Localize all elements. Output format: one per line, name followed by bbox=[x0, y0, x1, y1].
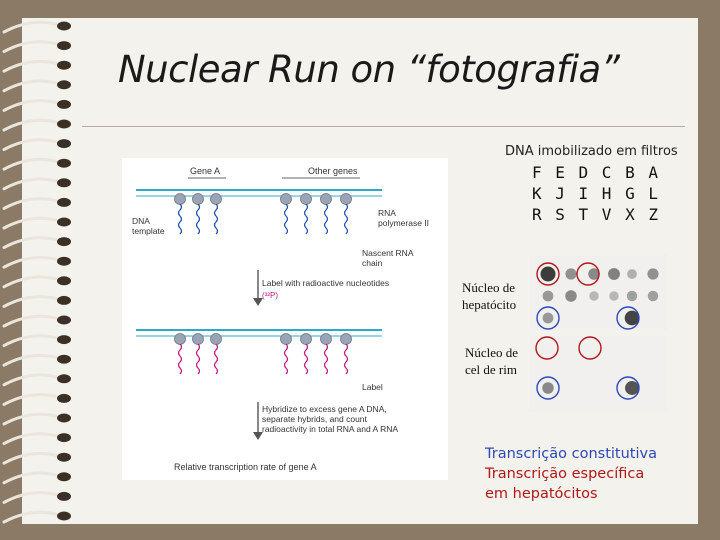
p32-label: (³²P) bbox=[262, 291, 278, 300]
blot-spot bbox=[541, 267, 556, 282]
blot-spot bbox=[543, 291, 554, 302]
blot-spot bbox=[648, 291, 658, 301]
letter-row: K J I H G L bbox=[532, 184, 660, 203]
legend-specific-1: Transcrição específica bbox=[485, 466, 645, 482]
letter-row: F E D C B A bbox=[532, 163, 660, 182]
legend bbox=[485, 444, 657, 504]
relative-rate-label: Relative transcription rate of gene A bbox=[174, 462, 317, 472]
blot-spot bbox=[542, 382, 554, 394]
hybridize-line-1: Hybridize to excess gene A DNA, bbox=[262, 404, 387, 414]
specific-transcript-circle bbox=[579, 337, 601, 359]
row-label-line: cel de rim bbox=[465, 362, 517, 377]
hybridize-line-2: separate hybrids, and count bbox=[262, 414, 367, 424]
nascent-label-1: Nascent RNA bbox=[362, 248, 414, 258]
row-label-hepatocyte bbox=[462, 279, 516, 313]
blot-spot bbox=[543, 313, 554, 324]
nascent-label-2: chain bbox=[362, 258, 383, 268]
specific-transcript-circle bbox=[536, 337, 558, 359]
label-radioactive-text: Label with radioactive nucleotides bbox=[262, 278, 390, 288]
blot-spot bbox=[608, 268, 620, 280]
filter-caption: DNA imobilizado em filtros bbox=[505, 144, 678, 159]
gene-a-label: Gene A bbox=[190, 166, 221, 176]
blot-spot bbox=[565, 268, 576, 279]
rna-pol-label-2: polymerase II bbox=[378, 218, 430, 228]
row-label-line: Núcleo de bbox=[462, 280, 516, 295]
legend-specific-2: em hepatócitos bbox=[485, 486, 598, 502]
row-label-line: hepatócito bbox=[462, 297, 517, 312]
row-label-line: Núcleo de bbox=[465, 345, 519, 360]
dna-template-label-2: template bbox=[132, 226, 165, 236]
blot-spot bbox=[589, 291, 598, 300]
blot-spot bbox=[565, 290, 577, 302]
blot-spot bbox=[609, 291, 618, 300]
label-small-text: Label bbox=[362, 382, 383, 392]
row-label-kidney bbox=[465, 344, 518, 378]
blot-spot bbox=[647, 268, 658, 279]
blot-spot bbox=[627, 291, 637, 301]
rna-pol-label-1: RNA bbox=[378, 208, 396, 218]
hybridize-line-3: radioactivity in total RNA and A RNA bbox=[262, 424, 399, 434]
blot-spot bbox=[627, 269, 637, 279]
letter-row: R S T V X Z bbox=[532, 205, 660, 224]
blot-spot bbox=[625, 381, 639, 395]
slide-title: Nuclear Run on “fotografia” bbox=[118, 48, 620, 91]
other-genes-label: Other genes bbox=[308, 166, 358, 176]
legend-constitutive: Transcrição constitutiva bbox=[485, 446, 657, 462]
dna-template-label-1: DNA bbox=[132, 216, 150, 226]
